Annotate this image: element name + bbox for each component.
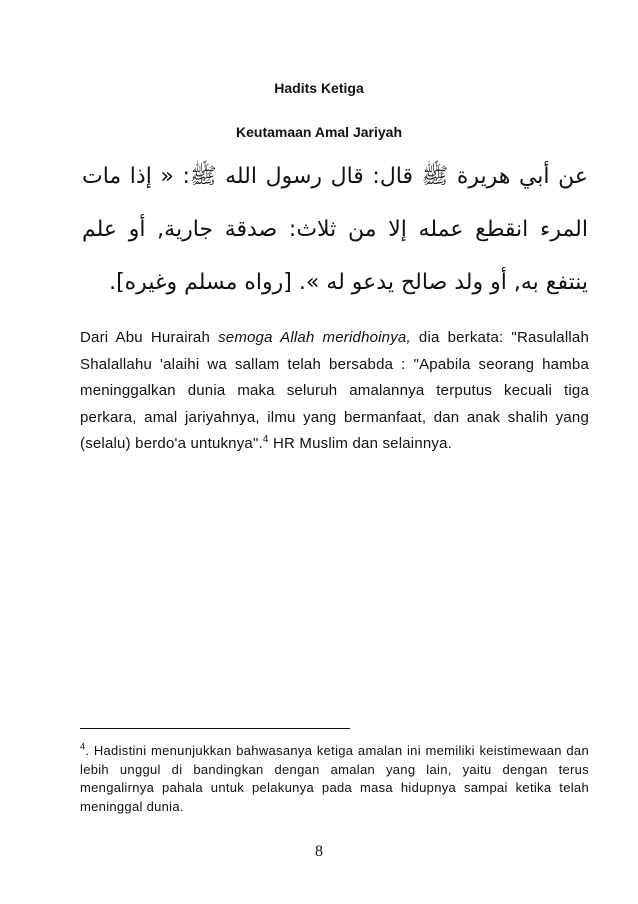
footnote-marker: 4 bbox=[80, 741, 86, 752]
footnote-reference[interactable]: 4 bbox=[262, 434, 269, 445]
translation-text-end: HR Muslim dan selainnya. bbox=[268, 435, 453, 452]
arabic-hadith-text: عن أبي هريرة ﷺ قال: قال رسول الله ﷺ: « إذا مات المرء انقطع عمله إلا من ثلاث: صدقة جارية, أو علم ينتفع به, أو ولد صالح يدعو له ». [رواه مسلم وغيره]. bbox=[82, 164, 588, 295]
page-title: Hadits Ketiga bbox=[274, 80, 364, 96]
footnote-text: . Hadistini menunjukkan bahwasanya ketiga amalan ini memiliki keistimewaan dan lebih unggul di bandingkan dengan amalan yang lain, yaitu dengan terus mengalirnya pahala untuk pelakunya pada masa hidupnya sampai ketika telah meninggal dunia. bbox=[80, 743, 589, 814]
translation-paragraph bbox=[80, 325, 589, 458]
footnote-divider bbox=[80, 728, 350, 729]
translation-text-body: dia berkata: "Rasulallah Shalallahu 'alaihi wa sallam telah bersabda : "Apabila seorang hamba meninggalkan dunia maka seluruh amalannya terputus kecuali tiga perkara, amal jariyahnya, ilmu yang bermanfaat, dan anak shalih yang (selalu) berdo'a untuknya". bbox=[80, 329, 590, 452]
page-number: 8 bbox=[315, 843, 323, 860]
translation-emphasis: semoga Allah meridhoinya, bbox=[218, 329, 411, 346]
translation-text-start: Dari Abu Hurairah bbox=[80, 329, 219, 346]
footnote bbox=[80, 742, 589, 816]
page-subtitle: Keutamaan Amal Jariyah bbox=[236, 124, 402, 140]
